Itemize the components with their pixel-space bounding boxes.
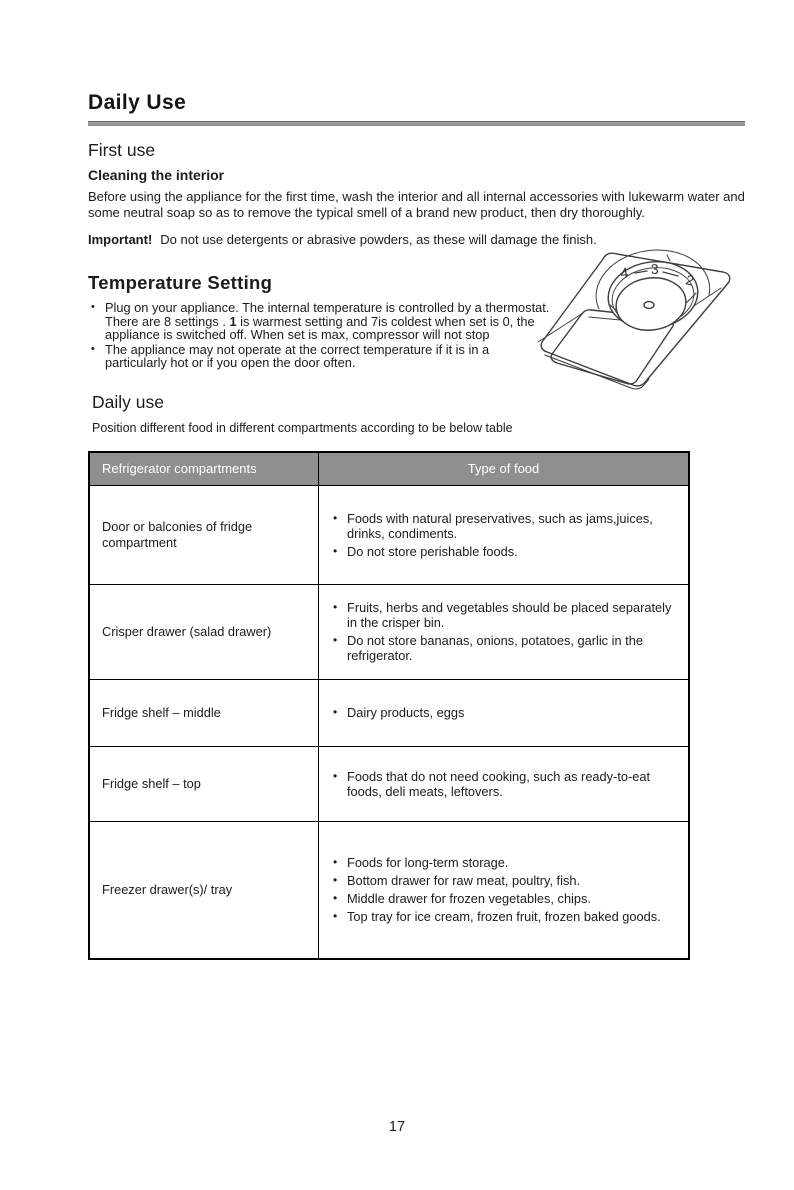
important-text: Do not use detergents or abrasive powders, as these will damage the finish. <box>160 232 597 247</box>
food-item: • Top tray for ice cream, frozen fruit, frozen baked goods. <box>331 909 678 924</box>
compartment-cell: Fridge shelf – middle <box>89 679 319 746</box>
food-item: • Dairy products, eggs <box>331 705 678 720</box>
bullet1-post: is warmest setting and 7is coldest when set is 0, the appliance is switched off. When set is max, compressor will not stop <box>105 313 535 343</box>
table-row <box>89 821 689 959</box>
temperature-bullet-list <box>88 301 550 370</box>
table-row <box>89 746 689 821</box>
compartment-cell: Door or balconies of fridge compartment <box>89 485 319 584</box>
food-cell <box>319 746 690 821</box>
column-header-compartments: Refrigerator compartments <box>89 452 319 486</box>
section-heading-first-use: First use <box>88 140 156 160</box>
subheading-cleaning-interior: Cleaning the interior <box>88 167 225 183</box>
dial-top-tick <box>667 255 670 261</box>
compartment-cell: Crisper drawer (salad drawer) <box>89 584 319 679</box>
food-item: • Foods with natural preservatives, such as jams,juices, drinks, condiments. <box>331 511 678 541</box>
thermostat-dial-illustration <box>531 247 765 397</box>
food-list <box>331 600 678 663</box>
dial-label-3: 3 <box>650 260 659 277</box>
compartment-cell: Fridge shelf – top <box>89 746 319 821</box>
food-list <box>331 855 678 924</box>
table-row <box>89 485 689 584</box>
food-cell <box>319 584 690 679</box>
page-number: 17 <box>388 1119 406 1135</box>
page-content <box>88 0 745 960</box>
food-cell <box>319 821 690 959</box>
food-item: • Do not store bananas, onions, potatoes, garlic in the refrigerator. <box>331 633 678 663</box>
food-item: • Fruits, herbs and vegetables should be placed separately in the crisper bin. <box>331 600 678 630</box>
section-heading-temperature-setting: Temperature Setting <box>88 272 273 293</box>
cleaning-body-text: Before using the appliance for the first time, wash the interior and all internal accessories with lukewarm water and some neutral soap so as to remove the typical smell of a brand new product, then dry thoroughly. <box>88 189 745 220</box>
dial-label-2: 2 <box>684 271 696 289</box>
food-item: • Do not store perishable foods. <box>331 544 678 559</box>
temperature-bullet-1 <box>88 301 550 342</box>
food-cell <box>319 485 690 584</box>
important-note <box>88 232 745 248</box>
bullet1-bold: 1 <box>229 313 237 329</box>
title-divider <box>88 121 745 126</box>
dial-label-4: 4 <box>619 264 630 281</box>
food-item: • Middle drawer for frozen vegetables, chips. <box>331 891 678 906</box>
page-title: Daily Use <box>88 91 187 114</box>
table-row <box>89 584 689 679</box>
table-row <box>89 679 689 746</box>
section-heading-daily-use: Daily use <box>92 391 164 412</box>
important-label: Important! <box>88 232 153 247</box>
temperature-bullet-2: • The appliance may not operate at the correct temperature if it is in a particularly hot or if you open the door often. <box>88 343 550 370</box>
table-intro-text: Position different food in different compartments according to be below table <box>92 420 513 435</box>
food-item: • Foods that do not need cooking, such as ready-to-eat foods, deli meats, leftovers. <box>331 769 678 799</box>
column-header-type-of-food: Type of food <box>319 452 690 486</box>
bullet1-pre: Plug on your appliance. The internal temperature is controlled by a thermostat. There are 8 settings . <box>105 300 550 329</box>
food-compartments-table <box>88 451 690 960</box>
food-list <box>331 769 678 799</box>
food-list <box>331 511 678 559</box>
food-list <box>331 705 678 720</box>
compartment-cell: Freezer drawer(s)/ tray <box>89 821 319 959</box>
food-item: • Foods for long-term storage. <box>331 855 678 870</box>
food-cell <box>319 679 690 746</box>
table-header-row <box>89 452 689 486</box>
food-item: • Bottom drawer for raw meat, poultry, fish. <box>331 873 678 888</box>
